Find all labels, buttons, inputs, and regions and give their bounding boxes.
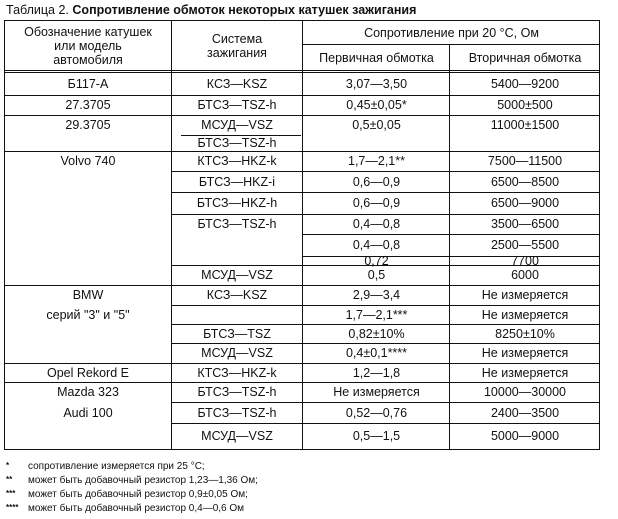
system-cell: БТСЗ—TSZ-h bbox=[197, 405, 277, 420]
coil-label: Б117-А bbox=[67, 77, 109, 91]
coil-resistance-table bbox=[4, 20, 600, 450]
system-cell: МСУД—VSZ bbox=[201, 346, 273, 360]
primary-cell: 0,5±0,05 bbox=[352, 118, 401, 132]
system-cell: БТСЗ—TSZ-h bbox=[197, 385, 277, 399]
secondary-cell: 6500—9000 bbox=[490, 196, 560, 210]
secondary-cell: 7500—11500 bbox=[487, 154, 563, 168]
table-border-left bbox=[4, 20, 5, 450]
secondary-cell: 11000±1500 bbox=[490, 118, 560, 132]
primary-cell: 2,9—3,4 bbox=[352, 288, 401, 302]
primary-cell: 0,4—0,8 bbox=[352, 217, 401, 231]
footnote bbox=[6, 461, 205, 472]
secondary-cell: 10000—30000 bbox=[483, 385, 567, 399]
secondary-cell: 8250±10% bbox=[495, 326, 555, 341]
primary-cell: 1,7—2,1*** bbox=[345, 307, 408, 322]
column-divider bbox=[171, 20, 172, 450]
secondary-cell: Не измеряется bbox=[481, 346, 569, 360]
primary-cell: 0,4±0,1**** bbox=[345, 346, 408, 360]
system-cell: КСЗ—KSZ bbox=[206, 288, 268, 302]
primary-cell: 1,2—1,8 bbox=[352, 365, 401, 380]
system-cell: КСЗ—KSZ bbox=[206, 77, 268, 91]
secondary-cell: 3500—6500 bbox=[490, 217, 560, 231]
primary-cell: 0,5 bbox=[367, 268, 386, 282]
footnote-text: может быть добавочный резистор 1,23—1,36 Ом; bbox=[28, 475, 258, 486]
primary-cell: 0,6—0,9 bbox=[352, 174, 401, 189]
header-primary: Первичная обмотка bbox=[319, 50, 434, 65]
primary-cell: 0,6—0,9 bbox=[352, 196, 401, 210]
secondary-cell: Не измеряется bbox=[481, 288, 569, 302]
coil-label: 29.3705 bbox=[65, 118, 111, 132]
primary-cell: 0,4—0,8 bbox=[352, 238, 401, 252]
primary-cell: 3,07—3,50 bbox=[345, 77, 408, 91]
footnote-mark: **** bbox=[6, 503, 19, 512]
system-cell: КТСЗ—HKZ-k bbox=[197, 154, 277, 168]
coil-label: Volvo 740 bbox=[60, 154, 116, 168]
secondary-cell: 5000—9000 bbox=[490, 429, 560, 443]
coil-label: 27.3705 bbox=[65, 98, 111, 112]
system-cell: БТСЗ—TSZ-h bbox=[197, 217, 277, 231]
system-cell: МСУД—VSZ bbox=[201, 268, 273, 282]
footnote-mark: ** bbox=[6, 475, 13, 484]
secondary-cell: Не измеряется bbox=[481, 307, 569, 322]
secondary-cell: 7700 bbox=[511, 253, 539, 268]
footnote-text: сопротивление измеряется при 25 °С; bbox=[28, 461, 205, 472]
footnote bbox=[6, 475, 258, 486]
table-border-right bbox=[599, 20, 600, 450]
footnote bbox=[6, 489, 248, 500]
table-caption bbox=[6, 3, 416, 17]
header-resistance: Сопротивление при 20 °С, Ом bbox=[364, 25, 539, 40]
header-divider bbox=[302, 44, 600, 45]
footnote-mark: * bbox=[6, 461, 10, 470]
secondary-cell: 2500—5500 bbox=[490, 238, 560, 252]
system-cell: БТСЗ—HKZ-h bbox=[196, 196, 278, 210]
coil-label: Audi 100 bbox=[63, 405, 113, 420]
header-system: Система зажигания bbox=[207, 32, 267, 60]
column-divider bbox=[449, 44, 450, 450]
system-cell: БТСЗ—HKZ-i bbox=[198, 174, 276, 189]
system-cell: БТСЗ—TSZ-h bbox=[197, 136, 277, 150]
coil-label: Mazda 323 bbox=[57, 385, 119, 399]
system-cell: МСУД—VSZ bbox=[201, 429, 273, 443]
secondary-cell: 5400—9200 bbox=[490, 77, 560, 91]
primary-cell: Не измеряется bbox=[333, 385, 420, 399]
primary-cell: 0,52—0,76 bbox=[345, 405, 408, 420]
secondary-cell: 6500—8500 bbox=[490, 174, 560, 189]
primary-cell: 0,45±0,05* bbox=[346, 98, 407, 112]
caption-title: Сопротивление обмоток некоторых катушек зажигания bbox=[72, 3, 417, 17]
footnote-mark: *** bbox=[6, 489, 16, 498]
header-secondary: Вторичная обмотка bbox=[468, 50, 582, 65]
primary-cell: 0,5—1,5 bbox=[352, 429, 401, 443]
system-cell: КТСЗ—HKZ-k bbox=[197, 365, 277, 380]
secondary-cell: 2400—3500 bbox=[490, 405, 560, 420]
footnote bbox=[6, 503, 244, 514]
header-coil: Обозначение катушек или модель автомобиля bbox=[24, 25, 152, 67]
secondary-cell: 5000±500 bbox=[497, 98, 553, 112]
system-cell: БТСЗ—TSZ bbox=[203, 326, 271, 341]
primary-cell: 0,72 bbox=[364, 253, 389, 268]
coil-label: Opel Rekord E bbox=[47, 365, 129, 380]
footnote-text: может быть добавочный резистор 0,9±0,05 Ом; bbox=[28, 489, 248, 500]
system-cell: МСУД—VSZ bbox=[201, 118, 273, 132]
column-divider bbox=[302, 20, 303, 450]
secondary-cell: Не измеряется bbox=[481, 365, 569, 380]
caption-label: Таблица 2. bbox=[6, 3, 69, 17]
coil-label: серий "3" и "5" bbox=[46, 308, 130, 322]
primary-cell: 1,7—2,1** bbox=[348, 154, 405, 168]
system-cell: БТСЗ—TSZ-h bbox=[197, 98, 277, 112]
coil-label: BMW bbox=[72, 288, 104, 302]
secondary-cell: 6000 bbox=[511, 268, 539, 282]
footnote-text: может быть добавочный резистор 0,4—0,6 Ом bbox=[28, 503, 245, 514]
primary-cell: 0,82±10% bbox=[348, 326, 405, 341]
